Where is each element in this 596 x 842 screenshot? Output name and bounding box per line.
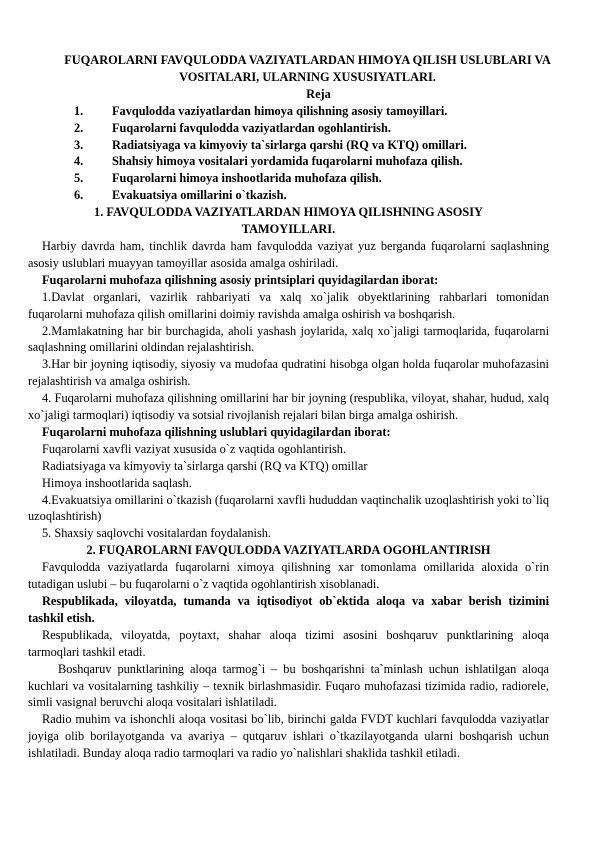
paragraph: Favqulodda vaziyatlarda fuqarolarni ximoya qilishning xar tomonlama omillarida aloxida o`rin tutadigan uslubi – bu fuqarolarni o`z vaqtida ogohlantirish xisoblanadi. (28, 560, 549, 592)
subheading: Fuqarolarni muhofaza qilishning asosiy printsiplari quyidagilardan iborat: (42, 272, 439, 287)
plan-item-number: 4. (74, 154, 84, 169)
paragraph: Fuqarolarni xavfli vaziyat xususida o`z vaqtida ogohlantirish. (42, 441, 347, 456)
paragraph: 2.Mamlakatning har bir burchagida, aholi yashash joylarida, xalq xo`jaligi tarmoqlarida, fuqarolarni saqlashning omillarini oldindan rejalashtirish. (28, 323, 549, 355)
plan-item (74, 120, 549, 137)
paragraph: 4.Evakuatsiya omillarini o`tkazish (fuqarolarni xavfli hududdan vaqtinchalik uzoqlashtirish yoki to`liq uzoqlashtirish) (28, 492, 549, 524)
paragraph: 4. Fuqarolarni muhofaza qilishning omillarini har bir joyning (respublika, viloyat, shahar, hudud, xalq xo`jaligi tarmoqlari) iqtisodiy va sotsial rivojlanish rejalari bilan birga amalga oshirish. (28, 391, 549, 423)
plan-item (74, 137, 549, 154)
paragraph: Radio muhim va ishonchli aloqa vositasi bo`lib, birinchi galda FVDT kuchlari favqulodda vaziyatlar joyiga olib borilayotganda va avariya – qutqaruv ishlari o`tkazilayotganda ularni boshqarish uchun ishlatiladi. Bunday aloqa radio tarmoqlari va radio yo`nalishlari shaklida tashkil etiladi. (28, 712, 549, 761)
document-title: FUQAROLARNI FAVQULODDA VAZIYATLARDAN HIMOYA QILISH USLUBLARI VA VOSITALARI, ULARNING XUSUSIYATLARI. (64, 53, 551, 84)
paragraph: 1.Davlat organlari, vazirlik rahbariyati va xalq xo`jalik obyektlarining rahbarlari tomonidan fuqarolarni muhofaza qilish omillarini doimiy ravishda amalga oshirish va boshqarish. (28, 289, 549, 321)
plan-item-number: 2. (74, 120, 84, 135)
plan-item-text: Fuqarolarni favqulodda vaziyatlardan ogohlantirish. (112, 120, 391, 135)
plan-item (74, 153, 549, 170)
section1-heading: 1. FAVQULODDA VAZIYATLARDAN HIMOYA QILISHNING ASOSIY TAMOYILLARI. (94, 205, 483, 237)
plan-item-text: Fuqarolarni himoya inshootlarida muhofaza qilish. (112, 171, 382, 186)
subheading: Fuqarolarni muhofaza qilishning uslublari quyidagilardan iborat: (42, 424, 391, 439)
plan-item-text: Evakuatsiya omillarini o`tkazish. (112, 188, 287, 203)
paragraph: Respublikada, viloyatda, poytaxt, shahar aloqa tizimi asosini boshqaruv punktlarining aloqa tarmoqlari tashkil etadi. (28, 627, 549, 659)
plan-item (74, 103, 549, 120)
paragraph: Himoya inshootlarida saqlash. (42, 475, 192, 490)
plan-heading: Reja (306, 86, 331, 101)
plan-item-number: 3. (74, 137, 84, 152)
plan-item-text: Shahsiy himoya vositalari yordamida fuqarolarni muhofaza qilish. (112, 154, 463, 169)
subheading: Respublikada, viloyatda, tumanda va iqtisodiyot ob`ektida aloqa va xabar berish tizimini tashkil etish. (28, 594, 549, 625)
plan-list (74, 103, 549, 204)
section2-heading: 2. FUQAROLARNI FAVQULODDA VAZIYATLARDA OGOHLANTIRISH (86, 543, 491, 558)
body-text (28, 204, 549, 762)
paragraph: Radiatsiyaga va kimyoviy ta`sirlarga qarshi (RQ va KTQ) omillar (42, 458, 368, 473)
plan-item-text: Radiatsiyaga va kimyoviy ta`sirlarga qarshi (RQ va KTQ) omillari. (112, 137, 467, 152)
plan-item-number: 6. (74, 188, 84, 203)
paragraph: 3.Har bir joyning iqtisodiy, siyosiy va mudofaa qudratini hisobga olgan holda fuqarolar muhofazasini rejalashtirish va amalga oshirish. (28, 357, 549, 389)
paragraph: 5. Shaxsiy saqlovchi vositalardan foydalanish. (42, 526, 272, 541)
plan-item-number: 5. (74, 171, 84, 186)
plan-item-number: 1. (74, 103, 84, 118)
paragraph: Harbiy davrda ham, tinchlik davrda ham favqulodda vaziyat yuz berganda fuqarolarni saqlashning asosiy uslublari muayyan tamoyillar asosida amalga oshiriladi. (28, 238, 549, 270)
title-block (60, 52, 555, 86)
paragraph: Boshqaruv punktlarining aloqa tarmog`i – bu boshqarishni ta`minlash uchun ishlatilgan aloqa kuchlari va vositalarning tashkiliy – texnik birlashmasidir. Fuqaro muhofazasi tizimida radio, radiorele, simli vasignal beruvchi aloqa vositalari ishlatiladi. (28, 661, 549, 710)
plan-item (74, 187, 549, 204)
plan-item-text: Favqulodda vaziyatlardan himoya qilishning asosiy tamoyillari. (112, 103, 448, 118)
plan-item (74, 170, 549, 187)
